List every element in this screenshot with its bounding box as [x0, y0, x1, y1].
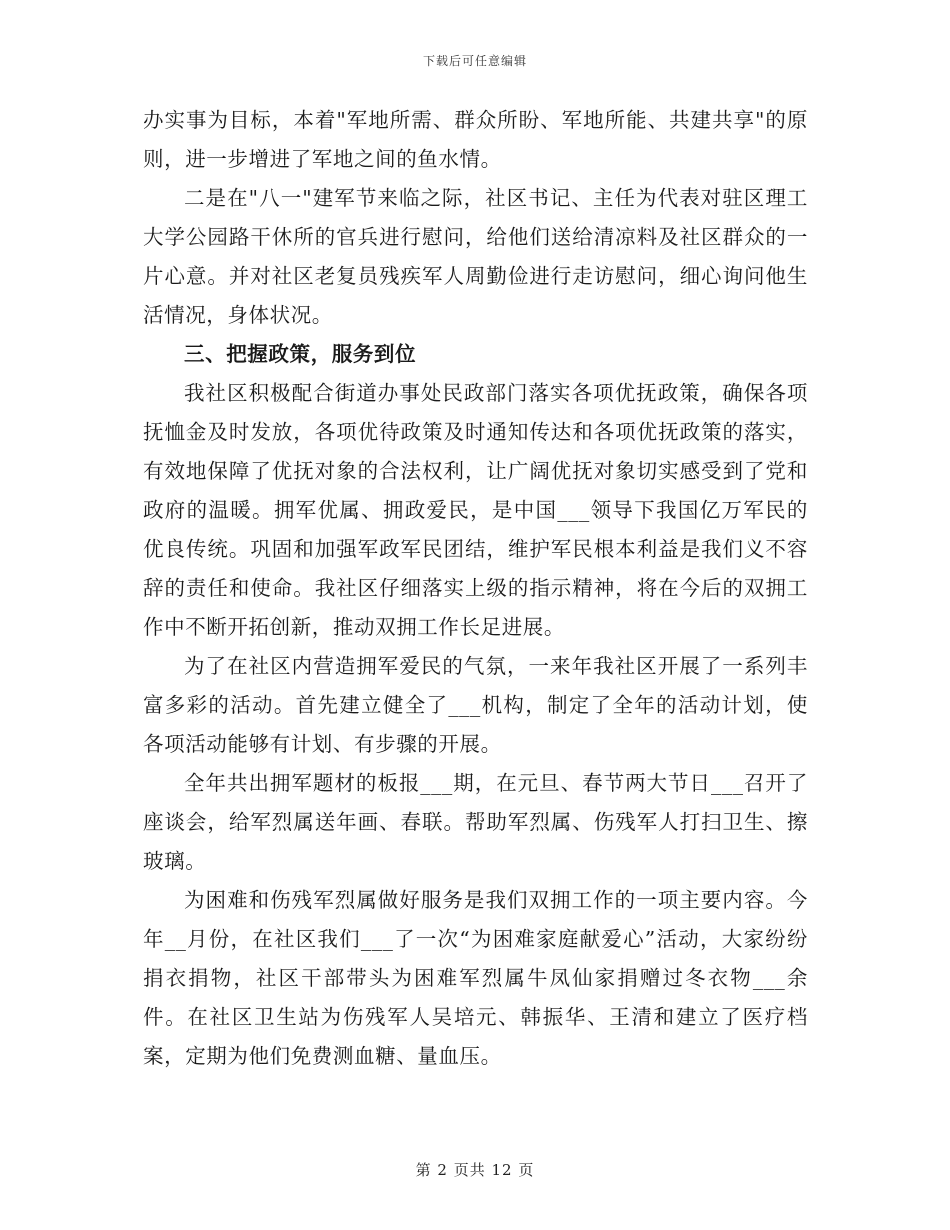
paragraph-2: 二是在"八一"建军节来临之际，社区书记、主任为代表对驻区理工大学公园路干休所的官兵进行慰问，给他们送给清凉料及社区群众的一片心意。并对社区老复员残疾军人周勤俭进行走访慰问，细心询问他生活情况，身体状况。: [143, 186, 808, 327]
paragraph-5: 全年共出拥军题材的板报___期，在元旦、春节两大节日___召开了座谈会，给军烈属送年画、春联。帮助军烈属、伤残军人打扫卫生、擦玻璃。: [143, 771, 808, 873]
document-body: [143, 101, 808, 1076]
paragraph-1: 办实事为目标，本着"军地所需、群众所盼、军地所能、共建共享"的原则，进一步增进了军地之间的鱼水情。: [143, 108, 808, 171]
paragraph-3: 我社区积极配合街道办事处民政部门落实各项优抚政策，确保各项抚恤金及时发放，各项优待政策及时通知传达和各项优抚政策的落实，有效地保障了优抚对象的合法权利，让广阔优抚对象切实感受到了党和政府的温暖。拥军优属、拥政爱民，是中国___领导下我国亿万军民的优良传统。巩固和加强军政军民团结，维护军民根本利益是我们义不容辞的责任和使命。我社区仔细落实上级的指示精神，将在今后的双拥工作中不断开拓创新，推动双拥工作长足进展。: [143, 381, 808, 639]
paragraph-6: 为困难和伤残军烈属做好服务是我们双拥工作的一项主要内容。今年__月份，在社区我们___了一次“为困难家庭献爱心”活动，大家纷纷捐衣捐物，社区干部带头为困难军烈属牛凤仙家捐赠过冬衣物___余件。在社区卫生站为伤残军人吴培元、韩振华、王清和建立了医疗档案，定期为他们免费测血糖、量血压。: [143, 888, 808, 1068]
section-heading-3: 三、把握政策，服务到位: [184, 342, 417, 366]
page-header: 下载后可任意编辑: [422, 54, 527, 68]
paragraph-4: 为了在社区内营造拥军爱民的气氛，一来年我社区开展了一系列丰富多彩的活动。首先建立健全了___机构，制定了全年的活动计划，使各项活动能够有计划、有步骤的开展。: [143, 654, 808, 756]
page-footer: 第 2 页共 12 页: [415, 1161, 535, 1179]
